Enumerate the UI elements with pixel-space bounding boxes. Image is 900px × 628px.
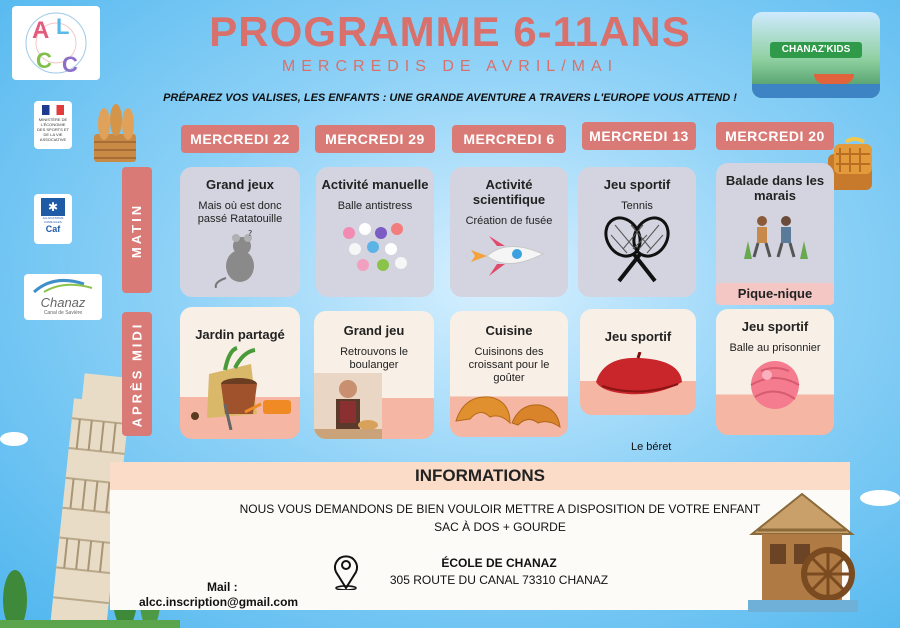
- chanaz-logo: [24, 274, 102, 320]
- ministere-text: MINISTÈRE DE L'ÉCONOMIE DES SPORTS ET DE LA VIE ASSOCIATIVE: [37, 117, 69, 142]
- garden-icon: [185, 344, 295, 430]
- page-title: PROGRAMME 6-11ANS: [209, 8, 691, 55]
- activity-title: Activité manuelle: [321, 177, 429, 192]
- beret-caption: Le béret: [631, 441, 672, 453]
- info-place: ÉCOLE DE CHANAZ: [441, 556, 557, 570]
- activity-card: [450, 167, 568, 297]
- caf-text: Caf: [45, 224, 61, 234]
- info-line-1: NOUS VOUS DEMANDONS DE BIEN VOULOIR METTRE A DISPOSITION DE VOTRE ENFANT: [239, 502, 761, 516]
- svg-text:?: ?: [248, 229, 253, 238]
- activity-desc: Tennis: [621, 200, 653, 212]
- mail-label: Mail :: [207, 580, 238, 594]
- baker-icon: [314, 373, 382, 439]
- activity-card: [180, 307, 300, 439]
- activity-card: [580, 309, 696, 415]
- beads-icon: [335, 217, 415, 273]
- day-header-3: MERCREDI 6: [452, 125, 566, 153]
- caf-sub: ALLOCATIONS FAMILIALES: [42, 216, 64, 224]
- cloud: [0, 432, 28, 446]
- activity-desc: Cuisinons des croissant pour le goûter: [468, 346, 550, 384]
- svg-text:A: A: [32, 17, 50, 44]
- activity-title: Cuisine: [485, 323, 533, 338]
- ministere-logo: [34, 101, 72, 149]
- activity-title: Balade dans les marais: [725, 173, 825, 203]
- period-morning: MATIN: [122, 167, 152, 293]
- day-header-4: MERCREDI 13: [582, 122, 696, 150]
- caf-emblem-icon: ✱: [41, 198, 65, 216]
- activity-desc: Création de fusée: [465, 215, 553, 227]
- activity-title: Grand jeux: [206, 177, 274, 192]
- chanaz-sub: Canal de Savière: [43, 310, 83, 316]
- cloud: [860, 490, 900, 506]
- activity-card: [316, 167, 434, 297]
- activity-desc: Mais où est donc passé Ratatouille: [197, 200, 283, 225]
- svg-text:C: C: [36, 48, 52, 73]
- lunch-label: Pique-nique: [716, 283, 834, 305]
- period-afternoon: APRÈS MIDI: [122, 312, 152, 436]
- location-pin-icon: [332, 552, 360, 590]
- bread-basket-icon: [88, 104, 142, 166]
- info-line-2: SAC À DOS + GOURDE: [434, 520, 566, 534]
- activity-desc: Retrouvons le boulanger: [340, 346, 408, 371]
- activity-title: Jeu sportif: [741, 319, 809, 334]
- hikers-icon: [740, 211, 810, 261]
- day-header-2: MERCREDI 29: [315, 125, 435, 153]
- croissant-icon: [450, 387, 568, 437]
- info-address: 305 ROUTE DU CANAL 73310 CHANAZ: [389, 573, 609, 587]
- activity-card: [450, 311, 568, 437]
- rat-icon: [210, 228, 270, 288]
- chanaz-kids-banner: CHANAZ'KIDS: [770, 42, 862, 58]
- activity-title: Jeu sportif: [603, 177, 671, 192]
- chanaz-swoosh-icon: [24, 274, 102, 294]
- activity-card: [180, 167, 300, 297]
- activity-card: [716, 163, 834, 299]
- day-header-5: MERCREDI 20: [716, 122, 834, 150]
- rocket-icon: [467, 232, 551, 280]
- info-heading: INFORMATIONS: [110, 462, 850, 490]
- activity-card: [578, 167, 696, 297]
- page-subtitle: MERCREDIS DE AVRIL/MAI: [281, 58, 619, 75]
- activity-title: Activité scientifique: [472, 177, 546, 207]
- watermill-icon: [748, 486, 858, 612]
- mail-address[interactable]: alcc.inscription@gmail.com: [139, 595, 299, 609]
- svg-text:C: C: [62, 52, 78, 77]
- chanaz-text: Chanaz: [40, 295, 86, 310]
- activity-title: Jardin partagé: [195, 327, 285, 342]
- activity-card: [314, 311, 434, 439]
- tagline: PRÉPAREZ VOS VALISES, LES ENFANTS : UNE GRANDE AVENTURE A TRAVERS L'EUROPE VOUS ATTEND !: [163, 92, 737, 104]
- activity-title: Grand jeu: [343, 323, 405, 338]
- day-header-1: MERCREDI 22: [181, 125, 299, 153]
- activity-desc: Balle au prisonnier: [729, 342, 821, 354]
- tennis-rackets-icon: [597, 215, 677, 285]
- ball-icon: [745, 357, 805, 413]
- activity-card: [716, 309, 834, 435]
- caf-logo: [34, 194, 72, 244]
- beret-icon: [588, 352, 688, 402]
- activity-desc: Balle antistress: [337, 200, 413, 212]
- activity-title: Jeu sportif: [604, 329, 672, 344]
- svg-text:L: L: [56, 14, 70, 39]
